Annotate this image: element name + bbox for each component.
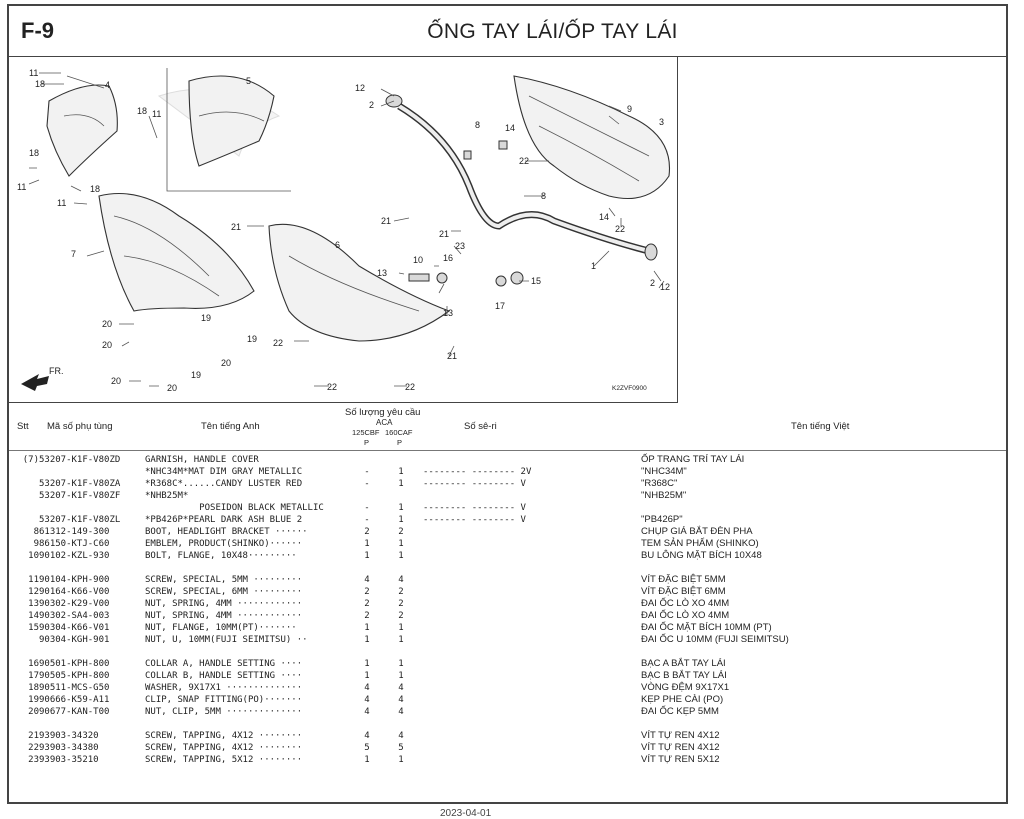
callout: 8 <box>475 120 481 130</box>
footer-date: 2023-04-01 <box>440 808 492 819</box>
callout: 2 <box>369 100 375 110</box>
callout: 21 <box>231 222 242 232</box>
table-row <box>9 634 1006 646</box>
parts-catalog-page <box>7 4 1008 804</box>
callout: 11 <box>152 109 162 119</box>
row-qty-125: 1 <box>364 623 370 633</box>
callout: 13 <box>377 268 388 278</box>
row-english: NUT, SPRING, 4MM ············ <box>145 611 303 621</box>
row-qty-160: 5 <box>398 743 404 753</box>
drawing-code: K2ZVF0900 <box>612 385 647 392</box>
row-qty-160: 1 <box>398 551 404 561</box>
row-vietnamese: ĐAI ỐC LÒ XO 4MM <box>641 598 730 609</box>
row-english: SCREW, TAPPING, 5X12 ········ <box>145 755 303 765</box>
row-vietnamese: ĐAI ỐC U 10MM (FUJI SEIMITSU) <box>641 634 789 645</box>
row-qty-160: 4 <box>398 731 404 741</box>
table-row <box>9 502 1006 514</box>
table-row <box>9 454 1006 466</box>
row-vietnamese: BU LÔNG MẶT BÍCH 10X48 <box>641 550 762 561</box>
row-english: *R368C*......CANDY LUSTER RED <box>145 479 303 489</box>
row-part-no: 90164-K66-V00 <box>39 587 110 597</box>
row-vietnamese: ĐAI ỐC LÒ XO 4MM <box>641 610 730 621</box>
row-stt: 8 <box>33 527 39 537</box>
row-stt: 14 <box>28 611 39 621</box>
row-qty-160: 4 <box>398 695 404 705</box>
row-stt: 20 <box>28 707 39 717</box>
row-vietnamese: VÍT ĐẶC BIỆT 6MM <box>641 586 726 597</box>
callout: 22 <box>327 382 338 392</box>
row-serial: -------- -------- 2V <box>423 467 532 477</box>
row-vietnamese: VÍT TỰ REN 4X12 <box>641 742 720 753</box>
row-stt: 15 <box>28 623 39 633</box>
row-part-no: 61312-149-300 <box>39 527 110 537</box>
row-english: SCREW, SPECIAL, 5MM ········· <box>145 575 303 585</box>
callout: 6 <box>335 240 341 250</box>
callout: 20 <box>167 383 178 393</box>
row-qty-125: 5 <box>364 743 370 753</box>
row-part-no: 90666-K59-A11 <box>39 695 110 705</box>
row-stt: 17 <box>28 671 39 681</box>
row-vietnamese: VÒNG ĐỆM 9X17X1 <box>641 682 730 693</box>
row-english: SCREW, TAPPING, 4X12 ········ <box>145 731 303 741</box>
row-qty-160: 2 <box>398 599 404 609</box>
row-english: GARNISH, HANDLE COVER <box>145 455 259 465</box>
callout: 17 <box>495 301 506 311</box>
part-5-cover <box>189 76 274 166</box>
row-english: COLLAR B, HANDLE SETTING ···· <box>145 671 303 681</box>
row-part-no: 90104-KPH-900 <box>39 575 110 585</box>
table-row <box>9 658 1006 670</box>
table-row <box>9 586 1006 598</box>
table-row <box>9 610 1006 622</box>
row-stt: 9 <box>33 539 39 549</box>
col-part-no: Mã số phụ tùng <box>47 421 113 432</box>
col-qty-title: Số lượng yêu cầu <box>345 407 421 418</box>
callout: 15 <box>531 276 542 286</box>
row-vietnamese: "R368C" <box>641 478 678 489</box>
callout: 14 <box>599 212 610 222</box>
row-part-no: 90505-KPH-800 <box>39 671 110 681</box>
callout: 5 <box>246 76 252 86</box>
callout: 16 <box>443 253 454 263</box>
row-english: NUT, FLANGE, 10MM(PT)······· <box>145 623 297 633</box>
row-vietnamese: BẠC B BẮT TAY LÁI <box>641 670 727 681</box>
row-english: *NHC34M*MAT DIM GRAY METALLIC <box>145 467 303 477</box>
col-qty-group: ACA <box>376 418 393 427</box>
row-english: BOOT, HEADLIGHT BRACKET ······ <box>145 527 308 537</box>
table-row <box>9 490 1006 502</box>
row-qty-125: 1 <box>364 635 370 645</box>
row-english: *NHB25M* <box>145 491 189 501</box>
row-qty-160: 1 <box>398 623 404 633</box>
row-vietnamese: VÍT ĐẶC BIỆT 5MM <box>641 574 726 585</box>
callout: 21 <box>439 229 450 239</box>
row-part-no: 90677-KAN-T00 <box>39 707 110 717</box>
part-2-grip-end-right <box>645 244 657 260</box>
table-row <box>9 526 1006 538</box>
front-label: FR. <box>49 366 64 376</box>
table-row <box>9 694 1006 706</box>
callout: 7 <box>71 249 77 259</box>
row-part-no: 93903-34320 <box>39 731 99 741</box>
row-part-no: 53207-K1F-V80ZA <box>39 479 121 489</box>
callout: 11 <box>17 182 27 192</box>
callout: 18 <box>137 106 148 116</box>
callout: 12 <box>660 282 671 292</box>
table-row <box>9 598 1006 610</box>
row-part-no: 90102-KZL-930 <box>39 551 110 561</box>
col-serial: Số sê-ri <box>464 421 497 432</box>
row-english: CLIP, SNAP FITTING(PO)······· <box>145 695 303 705</box>
row-qty-125: 4 <box>364 707 370 717</box>
row-english: *PB426P*PEARL DARK ASH BLUE 2 <box>145 515 303 525</box>
col-qty-160: 160CAF <box>385 428 413 437</box>
callout: 19 <box>201 313 212 323</box>
row-serial: -------- -------- V <box>423 479 526 489</box>
row-qty-125: 4 <box>364 683 370 693</box>
row-stt: 23 <box>28 755 39 765</box>
row-serial: -------- -------- V <box>423 515 526 525</box>
row-vietnamese: "NHB25M" <box>641 490 687 501</box>
row-english: SCREW, SPECIAL, 6MM ········· <box>145 587 303 597</box>
col-qty-p2: P <box>397 438 403 447</box>
callout: 10 <box>413 255 424 265</box>
callout: 20 <box>221 358 232 368</box>
table-row <box>9 742 1006 754</box>
row-qty-160: 4 <box>398 707 404 717</box>
row-stt: 11 <box>28 575 39 585</box>
row-qty-125: 1 <box>364 659 370 669</box>
callout: 13 <box>443 308 454 318</box>
col-qty-125: 125CBF <box>352 428 380 437</box>
callout: 18 <box>90 184 101 194</box>
table-row <box>9 574 1006 586</box>
row-qty-125: 4 <box>364 731 370 741</box>
row-qty-160: 1 <box>398 479 404 489</box>
row-qty-160: 1 <box>398 515 404 525</box>
front-arrow-icon <box>21 374 49 391</box>
row-vietnamese: ỐP TRANG TRÍ TAY LÁI <box>641 454 745 465</box>
row-qty-125: 1 <box>364 755 370 765</box>
table-row <box>9 682 1006 694</box>
row-stt: 16 <box>28 659 39 669</box>
row-qty-125: 2 <box>364 587 370 597</box>
row-english: SCREW, TAPPING, 4X12 ········ <box>145 743 303 753</box>
row-stt: 22 <box>28 743 39 753</box>
row-vietnamese: "PB426P" <box>641 514 683 525</box>
callout: 19 <box>247 334 258 344</box>
row-qty-125: 4 <box>364 575 370 585</box>
row-part-no: 53207-K1F-V80ZL <box>39 515 121 525</box>
callout: 2 <box>650 278 656 288</box>
row-qty-125: 2 <box>364 527 370 537</box>
col-english: Tên tiếng Anh <box>201 421 260 432</box>
table-row <box>9 538 1006 550</box>
callout: 20 <box>102 319 113 329</box>
callout: 11 <box>57 198 67 208</box>
row-qty-160: 1 <box>398 755 404 765</box>
part-14-nut <box>499 141 507 149</box>
row-vietnamese: TEM SẢN PHẨM (SHINKO) <box>641 538 759 549</box>
row-qty-160: 4 <box>398 575 404 585</box>
callout: 3 <box>659 117 665 127</box>
row-qty-125: - <box>364 479 370 489</box>
callout: 18 <box>35 79 46 89</box>
callout: 11 <box>29 68 39 78</box>
row-english: NUT, U, 10MM(FUJI SEIMITSU) ·· <box>145 635 308 645</box>
row-english: NUT, SPRING, 4MM ············ <box>145 599 303 609</box>
callout: 22 <box>615 224 626 234</box>
row-stt: 10 <box>28 551 39 561</box>
table-header <box>9 402 1006 451</box>
row-vietnamese: ĐAI ỐC KẸP 5MM <box>641 706 719 717</box>
row-qty-160: 2 <box>398 611 404 621</box>
exploded-diagram <box>9 56 678 403</box>
callout: 22 <box>273 338 284 348</box>
row-qty-160: 1 <box>398 671 404 681</box>
row-part-no: 90501-KPH-800 <box>39 659 110 669</box>
table-row <box>9 550 1006 562</box>
callout: 20 <box>111 376 122 386</box>
col-vietnamese: Tên tiếng Việt <box>791 421 850 432</box>
table-row <box>9 706 1006 718</box>
row-part-no: 90304-KGH-901 <box>39 635 110 645</box>
callout: 1 <box>591 261 597 271</box>
row-qty-160: 4 <box>398 683 404 693</box>
row-qty-160: 1 <box>398 503 404 513</box>
table-row <box>9 670 1006 682</box>
callout: 23 <box>455 241 466 251</box>
table-row <box>9 622 1006 634</box>
row-stt: 18 <box>28 683 39 693</box>
row-part-no: 86150-KTJ-C60 <box>39 539 110 549</box>
row-english: WASHER, 9X17X1 ·············· <box>145 683 303 693</box>
callout: 8 <box>541 191 547 201</box>
table-row <box>9 730 1006 742</box>
part-15-nut <box>511 272 523 284</box>
callout: 20 <box>102 340 113 350</box>
row-qty-125: 1 <box>364 671 370 681</box>
part-8-boot <box>464 151 471 159</box>
part-4-garnish <box>47 85 117 176</box>
row-vietnamese: KẸP PHE CÀI (PO) <box>641 694 724 705</box>
part-10-bolt <box>409 274 429 281</box>
callout: 21 <box>381 216 392 226</box>
table-row <box>9 754 1006 766</box>
row-qty-125: - <box>364 503 370 513</box>
row-english: COLLAR A, HANDLE SETTING ···· <box>145 659 303 669</box>
row-part-no: 93903-35210 <box>39 755 99 765</box>
col-stt: Stt <box>17 421 29 432</box>
callout: 18 <box>29 148 40 158</box>
row-part-no: 53207-K1F-V80ZF <box>39 491 121 501</box>
row-vietnamese: BẠC A BẮT TAY LÁI <box>641 658 726 669</box>
table-row <box>9 514 1006 526</box>
row-part-no: 90302-SA4-003 <box>39 611 110 621</box>
section-code: F-9 <box>21 18 54 43</box>
row-qty-160: 1 <box>398 659 404 669</box>
row-vietnamese: ĐAI ỐC MẶT BÍCH 10MM (PT) <box>641 622 772 633</box>
row-vietnamese: VÍT TỰ REN 5X12 <box>641 754 720 765</box>
row-part-no: 53207-K1F-V80ZD <box>39 455 121 465</box>
row-vietnamese: "NHC34M" <box>641 466 687 477</box>
row-qty-125: - <box>364 467 370 477</box>
row-part-no: 90302-K29-V00 <box>39 599 110 609</box>
row-stt: 13 <box>28 599 39 609</box>
page-title: ỐNG TAY LÁI/ỐP TAY LÁI <box>427 20 678 43</box>
row-stt: 21 <box>28 731 39 741</box>
table-row <box>9 478 1006 490</box>
row-part-no: 90304-K66-V01 <box>39 623 110 633</box>
callout: 9 <box>627 104 633 114</box>
table-row <box>9 466 1006 478</box>
exploded-diagram-svg <box>9 56 677 402</box>
callout: 12 <box>355 83 366 93</box>
row-stt: (7) <box>22 455 39 465</box>
row-qty-125: 4 <box>364 695 370 705</box>
row-english: POSEIDON BLACK METALLIC <box>145 503 324 513</box>
row-english: EMBLEM, PRODUCT(SHINKO)······ <box>145 539 303 549</box>
col-qty-p1: P <box>364 438 370 447</box>
callout: 21 <box>447 351 458 361</box>
part-6-rear-cover <box>269 224 449 341</box>
callout: 19 <box>191 370 202 380</box>
row-qty-160: 2 <box>398 587 404 597</box>
row-qty-125: 2 <box>364 611 370 621</box>
page-header <box>9 6 1006 57</box>
callout: 4 <box>105 80 111 90</box>
row-part-no: 90511-MCS-G50 <box>39 683 110 693</box>
row-qty-160: 1 <box>398 467 404 477</box>
row-stt: 19 <box>28 695 39 705</box>
callout: 22 <box>405 382 416 392</box>
row-part-no: 93903-34380 <box>39 743 99 753</box>
row-qty-160: 1 <box>398 539 404 549</box>
row-qty-160: 2 <box>398 527 404 537</box>
row-qty-125: 2 <box>364 599 370 609</box>
part-3-bracket <box>514 76 670 199</box>
callout: 14 <box>505 123 516 133</box>
row-qty-125: 1 <box>364 539 370 549</box>
part-16-collar <box>437 273 447 283</box>
row-english: BOLT, FLANGE, 10X48········· <box>145 551 297 561</box>
row-vietnamese: CHỤP GIÁ BẮT ĐÈN PHA <box>641 526 753 537</box>
row-qty-125: 1 <box>364 551 370 561</box>
callout: 22 <box>519 156 530 166</box>
part-17-collar <box>496 276 506 286</box>
row-english: NUT, CLIP, 5MM ·············· <box>145 707 303 717</box>
part-7-front-cover <box>99 194 254 312</box>
row-vietnamese: VÍT TỰ REN 4X12 <box>641 730 720 741</box>
row-qty-160: 1 <box>398 635 404 645</box>
row-stt: 12 <box>28 587 39 597</box>
row-serial: -------- -------- V <box>423 503 526 513</box>
row-qty-125: - <box>364 515 370 525</box>
